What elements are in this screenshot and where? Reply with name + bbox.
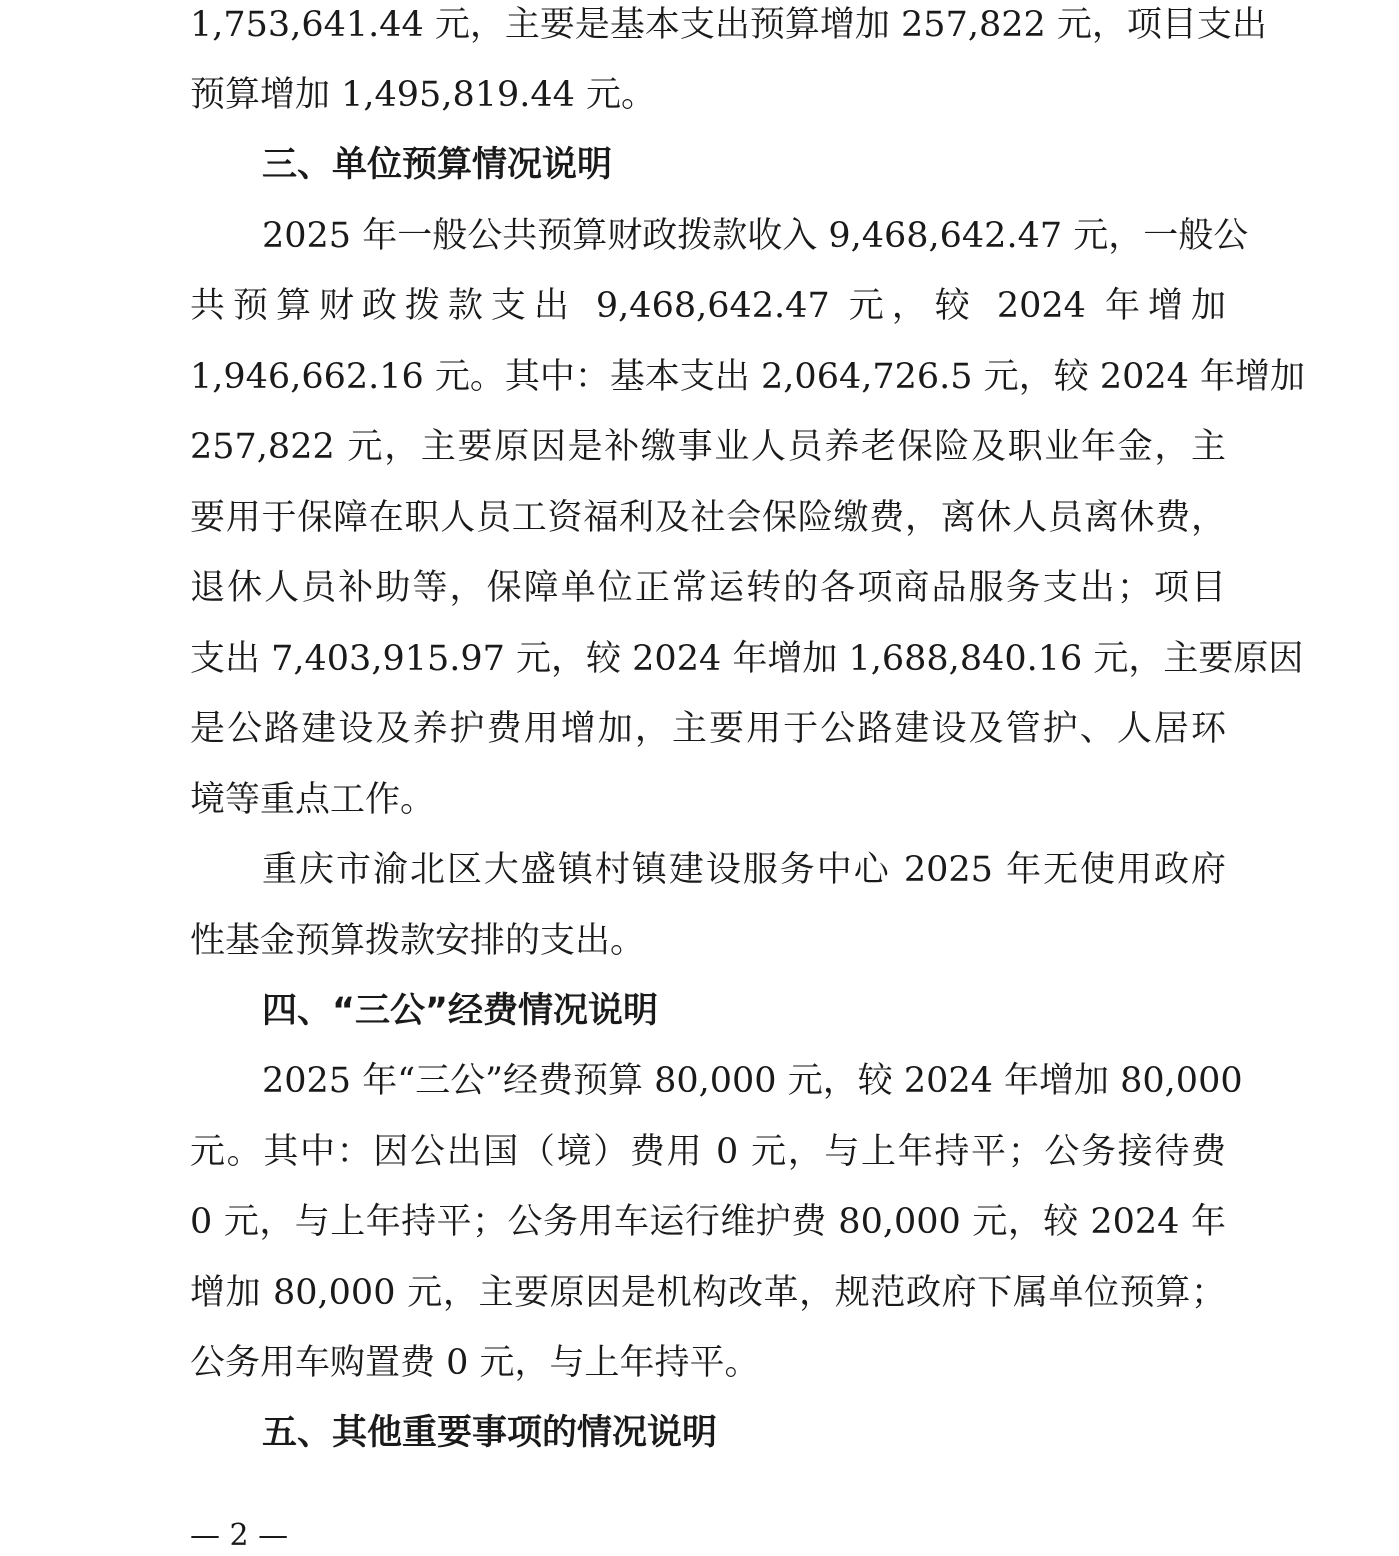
body-text-line: 1,753,641.44 元，主要是基本支出预算增加 257,822 元，项目支出 (190, 5, 1267, 45)
section-heading-5: 五、其他重要事项的情况说明 (262, 1413, 718, 1453)
body-text-line: 退休人员补助等，保障单位正常运转的各项商品服务支出；项目 (190, 568, 1226, 608)
body-text-line: 1,946,662.16 元。其中：基本支出 2,064,726.5 元，较 2024 年增加 (190, 357, 1306, 397)
body-text-line: 要用于保障在职人员工资福利及社会保险缴费，离休人员离休费， (190, 498, 1226, 538)
body-text-line: 是公路建设及养护费用增加，主要用于公路建设及管护、人居环 (190, 709, 1226, 749)
body-text-line: 性基金预算拨款安排的支出。 (190, 921, 646, 961)
section-heading-3: 三、单位预算情况说明 (262, 145, 613, 185)
body-text-line: 共预算财政拨款支出 9,468,642.47 元，较 2024 年增加 (190, 286, 1226, 326)
body-text-line: 增加 80,000 元，主要原因是机构改革，规范政府下属单位预算； (190, 1273, 1226, 1313)
body-text-line: 257,822 元，主要原因是补缴事业人员养老保险及职业年金，主 (190, 427, 1226, 467)
body-text-line: 预算增加 1,495,819.44 元。 (190, 75, 657, 115)
body-text-line: 支出 7,403,915.97 元，较 2024 年增加 1,688,840.16 元，主要原因 (190, 639, 1304, 679)
body-text-line: 2025 年“三公”经费预算 80,000 元，较 2024 年增加 80,000 (262, 1061, 1243, 1101)
body-text-line: 境等重点工作。 (190, 780, 436, 820)
body-text-line: 2025 年一般公共预算财政拨款收入 9,468,642.47 元，一般公 (262, 216, 1249, 256)
body-text-line: 公务用车购置费 0 元，与上年持平。 (190, 1343, 760, 1383)
page-number: — 2 — (190, 1518, 289, 1553)
body-text-line: 0 元，与上年持平；公务用车运行维护费 80,000 元，较 2024 年 (190, 1202, 1226, 1242)
body-text-line: 元。其中：因公出国（境）费用 0 元，与上年持平；公务接待费 (190, 1132, 1226, 1172)
body-text-line: 重庆市渝北区大盛镇村镇建设服务中心 2025 年无使用政府 (262, 850, 1226, 890)
section-heading-4: 四、“三公”经费情况说明 (262, 991, 659, 1031)
